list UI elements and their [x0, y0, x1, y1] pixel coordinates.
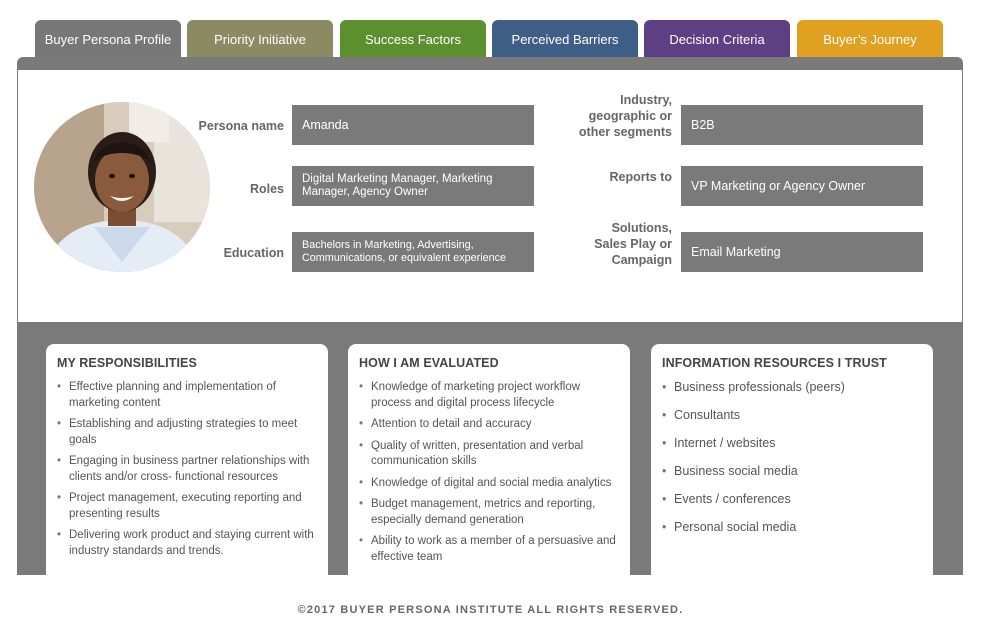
tab-buyers-journey[interactable]: Buyer’s Journey — [797, 20, 943, 58]
list-item: • Delivering work product and staying current with industry standards and trends. — [57, 528, 318, 559]
list-item: • Attention to detail and accuracy — [359, 417, 620, 433]
list-item: • Quality of written, presentation and verbal communication skills — [359, 439, 620, 470]
education-value: Bachelors in Marketing, Advertising, Communications, or equivalent experience — [292, 232, 534, 272]
industry-value: B2B — [681, 105, 923, 145]
responsibilities-list — [57, 380, 318, 559]
list-item: • Internet / websites — [662, 436, 923, 452]
resources-panel — [651, 344, 933, 576]
reports-to-label: Reports to — [609, 170, 672, 184]
tab-perceived-barriers[interactable]: Perceived Barriers — [492, 20, 638, 58]
evaluated-panel — [348, 344, 630, 576]
responsibilities-panel — [46, 344, 328, 576]
footer-copyright: ©2017 BUYER PERSONA INSTITUTE ALL RIGHTS RESERVED. — [297, 604, 684, 616]
list-item: • Events / conferences — [662, 492, 923, 508]
list-item: • Budget management, metrics and reporting, especially demand generation — [359, 497, 620, 528]
tab-decision-criteria[interactable]: Decision Criteria — [644, 20, 790, 58]
list-item: • Knowledge of digital and social media analytics — [359, 476, 620, 492]
list-item: • Business professionals (peers) — [662, 380, 923, 396]
reports-to-value: VP Marketing or Agency Owner — [681, 166, 923, 206]
industry-label: Industry, geographic or other segments — [578, 93, 672, 139]
list-item: • Business social media — [662, 464, 923, 480]
tab-success-factors[interactable]: Success Factors — [340, 20, 486, 58]
list-item: • Project management, executing reporting and presenting results — [57, 491, 318, 522]
evaluated-list — [359, 380, 620, 565]
tab-buyer-persona-profile[interactable]: Buyer Persona Profile — [35, 20, 181, 58]
resources-title: INFORMATION RESOURCES I TRUST — [662, 356, 887, 370]
list-item: • Personal social media — [662, 520, 923, 536]
list-item: • Effective planning and implementation of marketing content — [57, 380, 318, 411]
persona-name-value: Amanda — [292, 105, 534, 145]
tab-priority-initiative[interactable]: Priority Initiative — [187, 20, 333, 58]
list-item: • Establishing and adjusting strategies to meet goals — [57, 417, 318, 448]
evaluated-title: HOW I AM EVALUATED — [359, 356, 499, 370]
list-item: • Ability to work as a member of a persuasive and effective team — [359, 534, 620, 565]
list-item: • Engaging in business partner relationships with clients and/or cross- functional resources — [57, 454, 318, 485]
roles-value: Digital Marketing Manager, Marketing Manager, Agency Owner — [292, 166, 534, 206]
list-item: • Consultants — [662, 408, 923, 424]
solutions-value: Email Marketing — [681, 232, 923, 272]
tab-bar — [35, 20, 945, 58]
responsibilities-title: MY RESPONSIBILITIES — [57, 356, 197, 370]
solutions-label: Solutions, Sales Play or Campaign — [594, 221, 672, 267]
persona-name-label: Persona name — [198, 119, 284, 133]
resources-list — [662, 380, 923, 536]
education-label: Education — [223, 246, 284, 260]
roles-label: Roles — [249, 182, 284, 196]
list-item: • Knowledge of marketing project workflow process and digital process lifecycle — [359, 380, 620, 411]
